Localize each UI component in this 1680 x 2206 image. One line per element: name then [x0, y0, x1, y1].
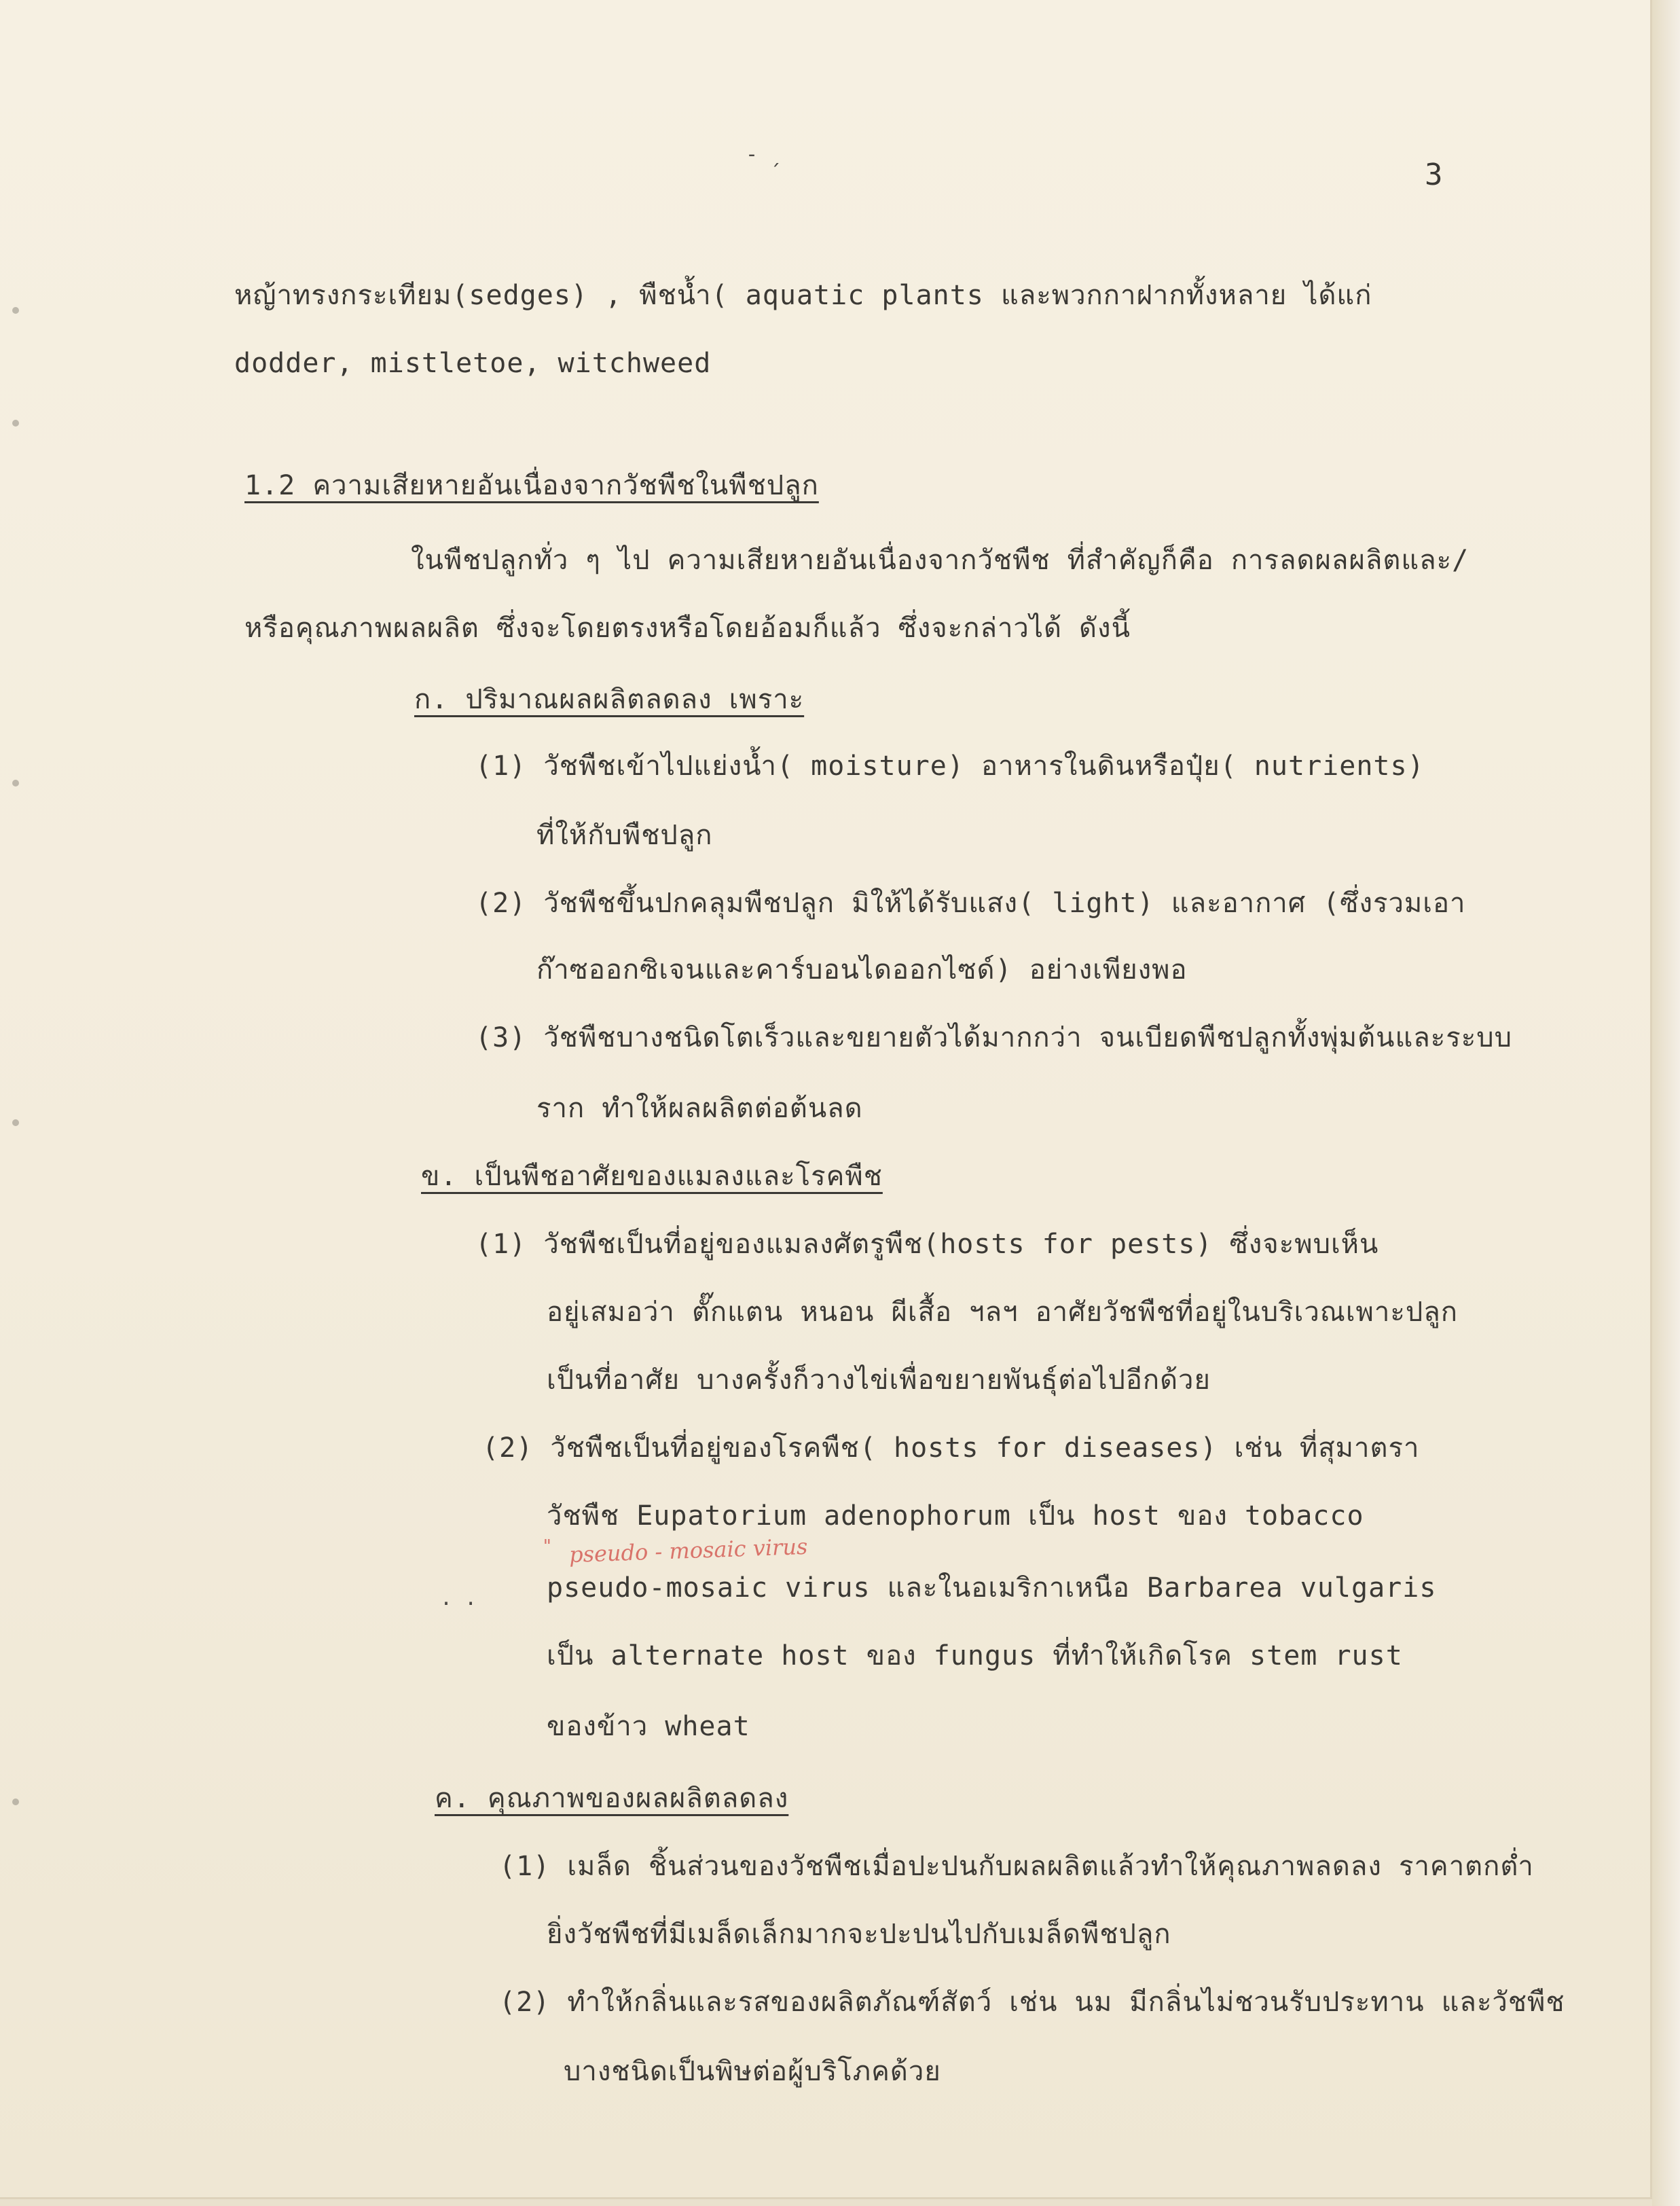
text-line: ก๊าซออกซิเจนและคาร์บอนไดออกไซด์) อย่างเพียงพอ — [536, 954, 1188, 986]
text-line: หรือคุณภาพผลผลิต ซึ่งจะโดยตรงหรือโดยอ้อมก็แล้ว ซึ่งจะกล่าวได้ ดังนี้ — [244, 613, 1131, 644]
text-line: ที่ให้กับพืชปลูก — [536, 820, 713, 851]
punch-hole-mark — [12, 307, 19, 314]
list-item: (2) วัชพืชขึ้นปกคลุมพืชปลูก มิให้ได้รับแสง( light) และอากาศ (ซึ่งรวมเอา — [475, 888, 1466, 919]
red-ink-mark: " — [542, 1536, 553, 1557]
handwritten-note: pseudo - mosaic virus — [568, 1533, 808, 1568]
text-line: dodder, mistletoe, witchweed — [234, 348, 712, 379]
punch-hole-mark — [12, 1119, 19, 1126]
text-line: หญ้าทรงกระเทียม(sedges) , พืชน้ำ( aquatic plants และพวกกาฝากทั้งหลาย ได้แก่ — [234, 280, 1372, 311]
text-line: บางชนิดเป็นพิษต่อผู้บริโภคด้วย — [564, 2056, 941, 2087]
punch-hole-mark — [12, 780, 19, 786]
page-number: 3 — [1425, 158, 1443, 192]
punch-hole-mark — [12, 420, 19, 427]
subsection-heading: ก. ปริมาณผลผลิตลดลง เพราะ — [414, 684, 805, 715]
stray-ink-mark: . . — [440, 1587, 477, 1610]
subsection-heading: ข. เป็นพืชอาศัยของแมลงและโรคพืช — [421, 1161, 883, 1192]
subsection-heading: ค. คุณภาพของผลผลิตลดลง — [435, 1783, 789, 1814]
list-item: (1) วัชพืชเป็นที่อยู่ของแมลงศัตรูพืช(hosts for pests) ซึ่งจะพบเห็น — [475, 1229, 1379, 1260]
list-item: (1) วัชพืชเข้าไปแย่งน้ำ( moisture) อาหารในดินหรือปุ๋ย( nutrients) — [475, 751, 1425, 782]
section-heading: 1.2 ความเสียหายอันเนื่องจากวัชพืชในพืชปลูก — [244, 470, 819, 501]
list-item: (1) เมล็ด ชิ้นส่วนของวัชพืชเมื่อปะปนกับผลผลิตแล้วทำให้คุณภาพลดลง ราคาตกต่ำ — [499, 1851, 1534, 1882]
stray-ink-mark: - ˏ — [746, 143, 783, 166]
list-item: (2) วัชพืชเป็นที่อยู่ของโรคพืช( hosts for diseases) เช่น ที่สุมาตรา — [482, 1432, 1420, 1464]
text-line: ของข้าว wheat — [547, 1711, 750, 1742]
text-line: อยู่เสมอว่า ตั๊กแตน หนอน ผีเสื้อ ฯลฯ อาศัยวัชพืชที่อยู่ในบริเวณเพาะปลูก — [547, 1297, 1458, 1328]
list-item: (3) วัชพืชบางชนิดโตเร็วและขยายตัวได้มากกว่า จนเบียดพืชปลูกทั้งพุ่มต้นและระบบ — [475, 1022, 1513, 1053]
text-line: pseudo-mosaic virus และในอเมริกาเหนือ Barbarea vulgaris — [547, 1572, 1437, 1604]
text-line: ในพืชปลูกทั่ว ๆ ไป ความเสียหายอันเนื่องจากวัชพืช ที่สำคัญก็คือ การลดผลผลิตและ/ — [411, 545, 1469, 576]
page-edge — [1652, 0, 1680, 2206]
list-item: (2) ทำให้กลิ่นและรสของผลิตภัณฑ์สัตว์ เช่น นม มีกลิ่นไม่ชวนรับประทาน และวัชพืช — [499, 1987, 1565, 2018]
text-line: ราก ทำให้ผลผลิตต่อต้นลด — [536, 1093, 863, 1124]
text-line: เป็นที่อาศัย บางครั้งก็วางไข่เพื่อขยายพันธุ์ต่อไปอีกด้วย — [547, 1364, 1211, 1396]
punch-hole-mark — [12, 1798, 19, 1805]
text-line: วัชพืช Eupatorium adenophorum เป็น host ของ tobacco — [547, 1500, 1364, 1532]
text-line: เป็น alternate host ของ fungus ที่ทำให้เกิดโรค stem rust — [547, 1640, 1403, 1671]
text-line: ยิ่งวัชพืชที่มีเมล็ดเล็กมากจะปะปนไปกับเมล็ดพืชปลูก — [547, 1919, 1171, 1950]
